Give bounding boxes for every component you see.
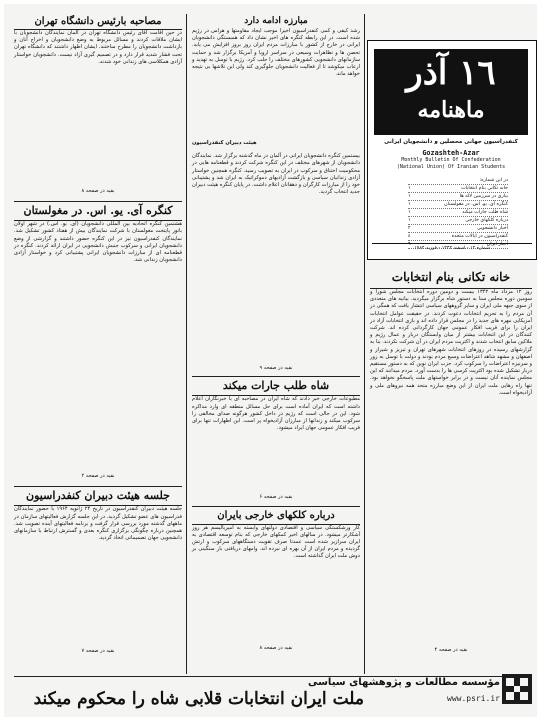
toc-title: کنفدراسیون در ایالات متحده <box>451 234 508 239</box>
secretariat-meeting-text: جلسه هیئت دبیران کنفدراسیون در تاریخ ۲۴ ژانویه ۱۹۶۴ با حضور نمایندگان فدراسیون های عضو تشکیل گردید. در این جلسه گزارش فعالیتهای سازمان در ماههای گذشته مورد بررسی قرار گرفت و برنامه فعالیتهای آینده تصویب شد. همچنین درباره چگونگی برگزاری کنگره بعدی و گسترش ارتباط با سازمانهای دانشجویی جهان تصمیماتی اتخاذ گردید. <box>14 506 182 542</box>
logo <box>374 49 528 135</box>
footer <box>33 684 364 718</box>
elections-headline: خانه تکانی بنام انتخابات <box>370 266 532 289</box>
interview-headline: مصاحبه بارئیس دانشگاه تهران <box>14 14 182 30</box>
toc-page: ١ <box>408 186 411 191</box>
struggle-signature: هیئت دبیران کنفدراسیون <box>192 140 257 146</box>
toc-page: ١ <box>408 210 411 215</box>
elections-continued: بقیه در صفحه ۴ <box>434 647 468 653</box>
left-column <box>14 14 182 674</box>
latin-title-block <box>374 149 528 170</box>
shah-continued: بقیه در صفحه ۶ <box>259 494 293 501</box>
toc-title: بیاری در سرزمین لاله ها <box>459 194 508 199</box>
shah-headline: شاه طلب جارات میکند <box>192 376 360 396</box>
toc-row <box>408 233 508 241</box>
shah-text: مطبوعات خارجی خبر دادند که شاه ایران در مصاحبه ای با خبرنگاران اعلام داشته است که ایران آماده است برای حل مسائل منطقه ای وارد مذاکره شود. این در حالی است که رژیم در داخل کشور هرگونه صدای مخالفی را سرکوب میکند و زندانها از مبارزان آزادیخواه پر است. این اظهارات تنها برای فریب افکار عمومی جهان ایراد میشود. <box>192 396 360 432</box>
toc-title: شاه طلب جارات میکند <box>462 210 508 215</box>
secretariat-meeting-continued: بقیه در صفحه ۷ <box>81 648 115 655</box>
student-congress-continued: بقیه در صفحه ۹ <box>259 365 293 372</box>
toc-row <box>408 177 508 185</box>
toc-page: ٦ <box>408 242 411 247</box>
toc-row <box>408 217 508 225</box>
toc-row <box>408 185 508 193</box>
logo-number: ١٦ <box>459 53 496 93</box>
logo-word: آذر <box>406 53 448 93</box>
toc-title: در این شماره: <box>479 178 508 183</box>
toc-title: اخبار ایران <box>486 242 508 247</box>
toc-title: درباره کلکهای خارجی <box>465 218 508 223</box>
organization-name: کنفدراسیون جهانی محصلین و دانشجویان ایرانی <box>384 139 518 145</box>
newspaper-page <box>4 4 537 717</box>
ius-congress-continued: بقیه در صفحه ۲ <box>81 473 115 480</box>
watermark-name: مؤسسه مطالعات و پژوهشهای سیاسی <box>307 677 500 688</box>
column-divider-left <box>186 14 187 674</box>
latin-line-1: Monthly Bulletin Of Confederation <box>401 157 501 163</box>
struggle-continues-headline: مبارزه ادامه دارد <box>244 16 308 26</box>
issue-line: شماره ۱۲ - اسفند ۱۳۴۲ - فوریه ۱۹۶۴ <box>372 243 532 251</box>
foreign-aid-continued: بقیه در صفحه ۸ <box>259 644 293 651</box>
interview-continued: بقیه در صفحه ۸ <box>81 188 115 194</box>
toc-row <box>408 225 508 233</box>
watermark-url: www.psri.ir <box>447 694 500 703</box>
toc-row <box>408 193 508 201</box>
table-of-contents <box>408 177 508 249</box>
interview-text: در حین اقامت آقای رئیس دانشگاه تهران در آلمان نمایندگان دانشجویان با ایشان ملاقات کردند و مسائل مربوط به وضع دانشجویان و اخراج آنان و بازداشت دانشجویان را مطرح ساختند. ایشان اظهار داشتند که دانشگاه تهران تحت فشار شدید قرار دارد و در تصمیم گیری آزاد نیست. دانشجویان خواستار آزادی همکلاسی های زندانی خود شدند. <box>14 30 182 65</box>
toc-title: کنگره آی. یو. اس. در مغولستان <box>444 202 508 207</box>
watermark-emblem-icon <box>502 674 532 704</box>
toc-page: ١ <box>408 194 411 199</box>
toc-page: ١ <box>408 218 411 223</box>
elections-text: روز ۱۲ مرداد ماه ۱۳۴۲ بیست و دومین دوره انتخابات مجلس شورا و سومین دوره مجلس سنا به دستور شاه برگزار میگردید. بیانیه های متعددی از سوی جبهه ملی ایران و سایر گروههای سیاسی انتشار یافت که همگی در آن مردم را به تحریم انتخابات دعوت کردند. در حقیقت عوامل انتخابات آمریکایی مهره های جدید را در مجلس قرار داده اند و بازی انتخابات آزاد در ایران را برای فریب افکار عمومی جهان کارگردانی کرده اند. شرکت کنندگان در این انتخابات بیشتر از میان وابستگان دربار و عمال رژیم و ملاکین سابق انتخاب شدند و اکثریت مردم ایران در آن شرکت نکردند. بنا به گزارشهای رسیده در روزهای انتخابات شهرهای تهران و تبریز و شیراز و اصفهان و مشهد شاهد اعتراضات وسیع مردم بودند و دولت با توسل به زور و سرنیزه اعتراضات را سرکوب کرد. حزب ایران نوین که به دستور مستقیم دربار تشکیل شده بود اکثریت کرسی ها را بدست آورد. مردم میدانند که این مجلس نماینده آنان نیست و در برابر خواستهای ملت پاسخگو نخواهد بود. تنها راه رهایی ملت ایران از این وضع مبارزه متحد همه نیروهای ملی و آزادیخواه است. <box>370 289 532 396</box>
foreign-aid-text: کار ورشکستگی سیاسی و اقتصادی دولتهای وابسته به امپریالیسم هر روز آشکارتر میشود. در سالهای اخیر کمکهای خارجی که بنام توسعه اقتصادی به ایران سرازیر شده است عمدتا صرف تقویت دستگاههای سرکوب و ارتش گردیده و مردم ایران از آن بهره ای نبرده اند. وامهای دریافتی بار سنگینی بر دوش ملت ایران گذاشته است. <box>192 524 360 560</box>
latin-line-2: (National Union) Of Iranian Students <box>396 163 506 170</box>
toc-row <box>408 201 508 209</box>
logo-subtitle: ماهنامه <box>417 97 485 123</box>
right-column <box>370 266 532 666</box>
toc-page: ٢ <box>408 226 411 231</box>
toc-row <box>408 209 508 217</box>
toc-title: خانه تکانی بنام انتخابات <box>461 186 508 191</box>
student-congress-text: بیستمین کنگره دانشجویان ایرانی در آلمان در ماه گذشته برگزار شد. نمایندگان دانشجویان از شهرهای مختلف در این کنگره شرکت کردند و قطعنامه هایی در محکومیت اختناق و سرکوب در ایران به تصویب رسید. کنگره همچنین خواستار آزادی زندانیان سیاسی و بازگشت آزادیهای دموکراتیک به ایران شد و پشتیبانی خود را از مبارزات کارگران و دهقانان اعلام داشت. در پایان کنگره هیئت دبیران جدید انتخاب گردید. <box>192 153 360 196</box>
struggle-continues-text: رشد کیفی و کمی کنفدراسیون اخیرا موجب ایجاد مقاومتها و هراس در رژیم شده است. در این رابطه کنگره های اخیر نشان داد که همبستگی دانشجویان ایرانی در خارج از کشور با مبارزات مردم ایران روز بروز افزایش می یابد. تحصن ها و تظاهرات وسیعی در سراسر اروپا و آمریکا برگزار شد و حمایت سازمانهای دانشجویی کشورهای مختلف را جلب کرد. رژیم با توسل به تهدید و ارعاب میکوشد تا از فعالیت دانشجویان جلوگیری کند ولی این تلاشها بی نتیجه خواهد ماند. <box>192 28 360 78</box>
middle-column <box>192 14 360 674</box>
latin-title: Gozashteh-Azar <box>422 149 480 157</box>
toc-page: ١ <box>408 202 411 207</box>
masthead <box>367 40 537 260</box>
ius-congress-headline: کنگره آی. یو. اس. در مغولستان <box>14 201 182 221</box>
footer-headline: ملت ایران انتخابات قلابی شاه را محکوم میکند <box>33 689 364 709</box>
column-divider-right <box>364 14 365 674</box>
secretariat-meeting-headline: جلسه هیئت دبیران کنفدراسیون <box>14 486 182 506</box>
foreign-aid-headline: درباره کلکهای خارجی بایران <box>192 506 360 525</box>
toc-title: اخبار دانشجویی <box>476 226 508 231</box>
ius-congress-text: هشتمین کنگره اتحادیه بین المللی دانشجویان (آی. یو. اس.) در شهر اولان باتور پایتخت مغولستان با شرکت نمایندگان بیش از هفتاد کشور تشکیل شد. نمایندگان کنفدراسیون نیز در این کنگره حضور داشتند و گزارشی از وضع دانشجویان ایرانی و سرکوب جنبش دانشجویی در ایران ارائه کردند. کنگره در قطعنامه ای از مبارزات دانشجویان ایرانی پشتیبانی کرد و خواستار آزادی دانشجویان زندانی شد. <box>14 221 182 264</box>
toc-page: ٤ <box>408 234 411 239</box>
